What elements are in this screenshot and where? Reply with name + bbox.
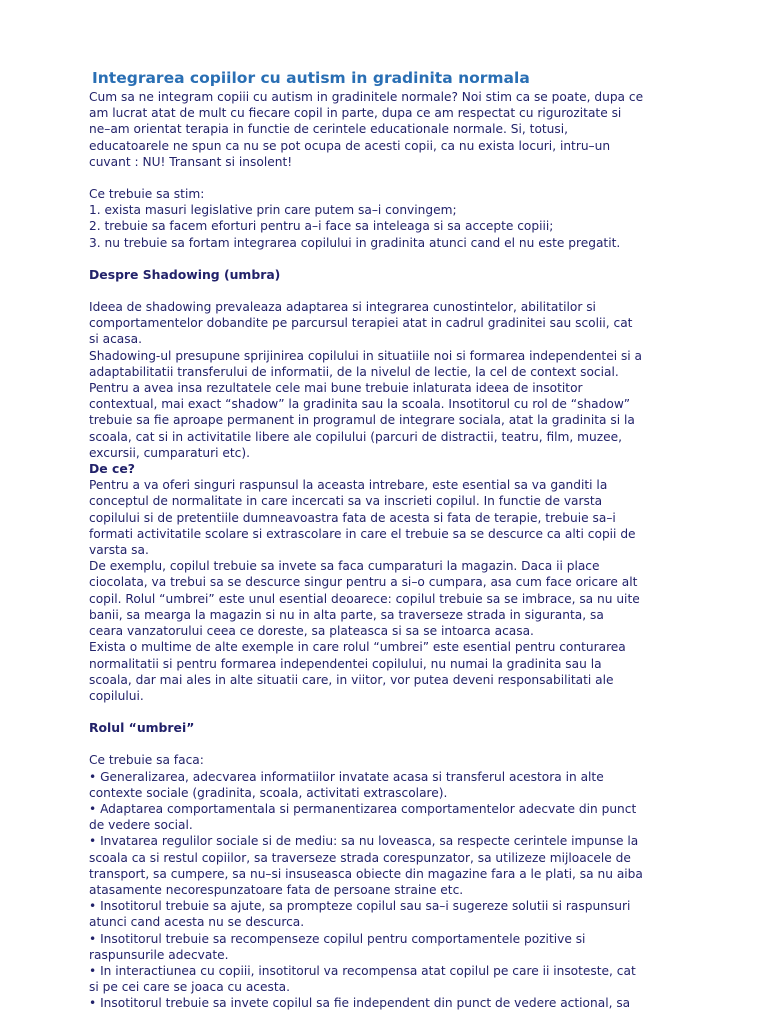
role-bullet-list [89, 769, 689, 1012]
paragraph: Pentru a avea insa rezultatele cele mai bune trebuie inlaturata ideea de insotitor contextual, mai exact “shadow” la gradinita sau la scoala. Insotitorul cu rol de “shadow” trebuie sa fie aproape permanent in programul de integrare sociala, atat la gradinita si la scoala, cat si in activitatile libere ale copilului (parcuri de distractii, teatru, film, muzee, excursii, cumparaturi etc). [89, 381, 635, 460]
spacer [89, 170, 689, 186]
list-item: • Insotitorul trebuie sa invete copilul sa fie independent din punct de vedere actional, sa [89, 996, 631, 1011]
spacer [89, 283, 689, 299]
paragraph: Shadowing-ul presupune sprijinirea copilului in situatiile noi si formarea independentei si a adaptabilitatii transferului de informatii, de la nivelul de lectie, la cel de context social. [89, 348, 643, 379]
document-page [89, 68, 689, 1012]
list-item: • Invatarea regulilor sociale si de mediu: sa nu loveasca, sa respecte cerintele impunse la scoala ca si restul copiilor, sa traverseze strada corespunzator, sa utilizeze mijloacele de transport, sa cumpere, sa nu–si insuseasca obiecte din magazine fara a le plati, sa nu aiba atasamente necorespunzatoare fata de persoane straine etc. [89, 834, 643, 897]
paragraph: De exemplu, copilul trebuie sa invete sa faca cumparaturi la magazin. Daca ii place ciocolata, va trebui sa se descurce singur pentru a si–o cumpara, asa cum face oricare alt copil. Rolul “umbrei” este unul esential deoarece: copilul trebuie sa se imbrace, sa nu uite banii, sa mearga la magazin si nu in alta parte, sa traverseze strada in siguranta, sa ceara vanzatorului ceea ce doreste, sa plateasca si sa se intoarca acasa. [89, 559, 640, 639]
section-heading-role: Rolul “umbrei” [89, 720, 195, 736]
list-item: • Generalizarea, adecvarea informatiilor invatate acasa si transferul acestora in alte contexte sociale (gradinita, scoala, activitati extrascolare). [89, 769, 604, 800]
spacer [89, 736, 689, 752]
list-item: • Adaptarea comportamentala si permanentizarea comportamentelor adecvate din punct de vedere social. [89, 801, 637, 833]
spacer [89, 704, 689, 720]
know-list [89, 202, 689, 251]
know-heading: Ce trebuie sa stim: [89, 187, 205, 202]
list-item: • Insotitorul trebuie sa recompenseze copilul pentru comportamentele pozitive si raspunsurile adecvate. [89, 931, 586, 962]
spacer [89, 251, 689, 267]
list-item: 2. trebuie sa facem eforturi pentru a–i face sa inteleaga si sa accepte copiii; [89, 219, 554, 234]
list-item: 3. nu trebuie sa fortam integrarea copilului in gradinita atunci cand el nu este pregatit. [89, 235, 621, 250]
paragraph: Exista o multime de alte exemple in care rolul “umbrei” este esential pentru conturarea normalitatii si pentru formarea independentei copilului, nu numai la gradinita sau la scoala, dar mai ales in alte situatii care, in viitor, vor putea deveni responsabilitati ale copilului. [89, 640, 626, 703]
role-lead: Ce trebuie sa faca: [89, 753, 204, 768]
section-heading-why: De ce? [89, 461, 135, 477]
paragraph: Ideea de shadowing prevaleaza adaptarea si integrarea cunostintelor, abilitatilor si comportamentelor dobandite pe parcursul terapiei atat in cadrul gradinitei sau scolii, cat si acasa. [89, 300, 633, 347]
list-item: • Insotitorul trebuie sa ajute, sa prompteze copilul sau sa–i sugereze solutii si raspunsuri atunci cand acesta nu se descurca. [89, 899, 631, 930]
paragraph: Pentru a va oferi singuri raspunsul la aceasta intrebare, este esential sa va ganditi la conceptul de normalitate in care incercati sa va inscrieti copilul. In functie de varsta copilului si de pretentiile dumneavoastra fata de acesta si fata de terapie, trebuie sa–i formati activitatile scolare si extrascolare in care el trebuie sa se descurce ca alti copii de varsta sa. [89, 478, 636, 558]
section-heading-shadowing: Despre Shadowing (umbra) [89, 266, 281, 282]
document-title: Integrarea copiilor cu autism in gradinita normala [92, 69, 530, 87]
intro-paragraph: Cum sa ne integram copiii cu autism in gradinitele normale? Noi stim ca se poate, dupa ce am lucrat atat de mult cu fiecare copil in parte, dupa ce am respectat cu rigurozitate si ne–am orientat terapia in functie de cerintele educationale normale. Si, totusi, educatoarele ne spun ca nu se pot ocupa de acesti copii, ca nu exista locuri, intru–un cuvant : NU! Transant si insolent! [89, 90, 644, 169]
list-item: 1. exista masuri legislative prin care putem sa–i convingem; [89, 203, 457, 218]
list-item: • In interactiunea cu copiii, insotitorul va recompensa atat copilul pe care ii insoteste, cat si pe cei care se joaca cu acesta. [89, 963, 636, 995]
